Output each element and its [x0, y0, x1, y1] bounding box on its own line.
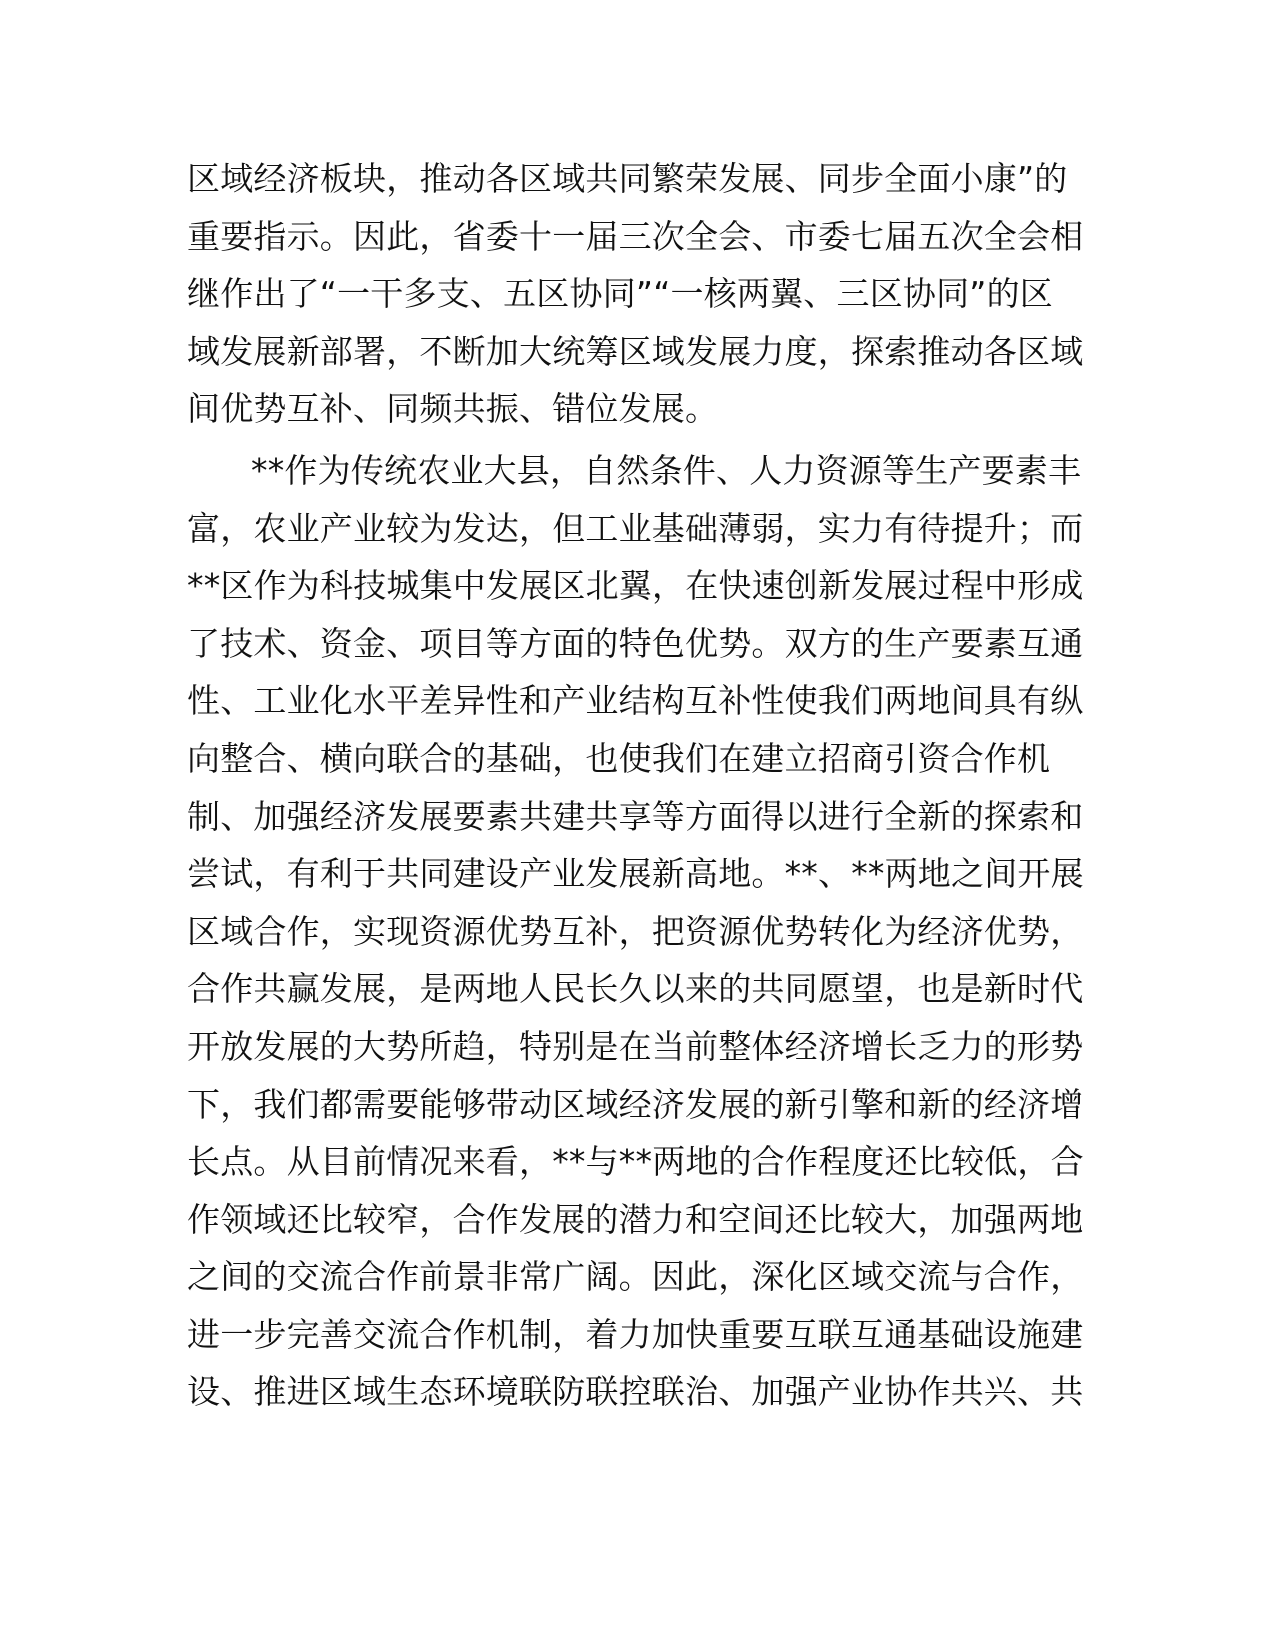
text-line: 合作共赢发展，是两地人民长久以来的共同愿望，也是新时代	[187, 969, 1084, 1009]
paragraph-1	[187, 150, 1087, 438]
text-line: 长点。从目前情况来看，**与**两地的合作程度还比较低，合	[187, 1142, 1084, 1182]
text-line: 作领域还比较窄，合作发展的潜力和空间还比较大，加强两地	[187, 1199, 1084, 1239]
text-line: 制、加强经济发展要素共建共享等方面得以进行全新的探索和	[187, 796, 1084, 836]
text-line: 重要指示。因此，省委十一届三次全会、市委七届五次全会相	[187, 216, 1084, 256]
text-line: **区作为科技城集中发展区北翼，在快速创新发展过程中形成	[187, 566, 1084, 606]
text-line: 开放发展的大势所趋，特别是在当前整体经济增长乏力的形势	[187, 1026, 1084, 1066]
text-line: 区域经济板块，推动各区域共同繁荣发展、同步全面小康”的	[187, 159, 1068, 198]
text-line: 区域合作，实现资源优势互补，把资源优势转化为经济优势，	[187, 911, 1084, 951]
text-line: 下，我们都需要能够带动区域经济发展的新引擎和新的经济增	[187, 1084, 1084, 1124]
text-line: 尝试，有利于共同建设产业发展新高地。**、**两地之间开展	[187, 854, 1084, 894]
body-text	[187, 150, 1087, 1421]
text-line: 性、工业化水平差异性和产业结构互补性使我们两地间具有纵	[187, 681, 1084, 721]
text-line: 间优势互补、同频共振、错位发展。	[187, 389, 719, 429]
paragraph-2	[187, 442, 1087, 1421]
text-line: 富，农业产业较为发达，但工业基础薄弱，实力有待提升；而	[187, 508, 1084, 548]
text-line: 进一步完善交流合作机制，着力加快重要互联互通基础设施建	[187, 1314, 1084, 1354]
text-line: 域发展新部署，不断加大统筹区域发展力度，探索推动各区域	[187, 331, 1084, 371]
text-line: 向整合、横向联合的基础，也使我们在建立招商引资合作机	[187, 738, 1051, 778]
text-line: **作为传统农业大县，自然条件、人力资源等生产要素丰	[251, 450, 1082, 490]
text-line: 继作出了“一干多支、五区协同”“一核两翼、三区协同”的区	[187, 274, 1053, 314]
text-line: 了技术、资金、项目等方面的特色优势。双方的生产要素互通	[187, 623, 1084, 663]
text-line: 之间的交流合作前景非常广阔。因此，深化区域交流与合作，	[187, 1257, 1084, 1297]
text-line: 设、推进区域生态环境联防联控联治、加强产业协作共兴、共	[187, 1372, 1084, 1412]
